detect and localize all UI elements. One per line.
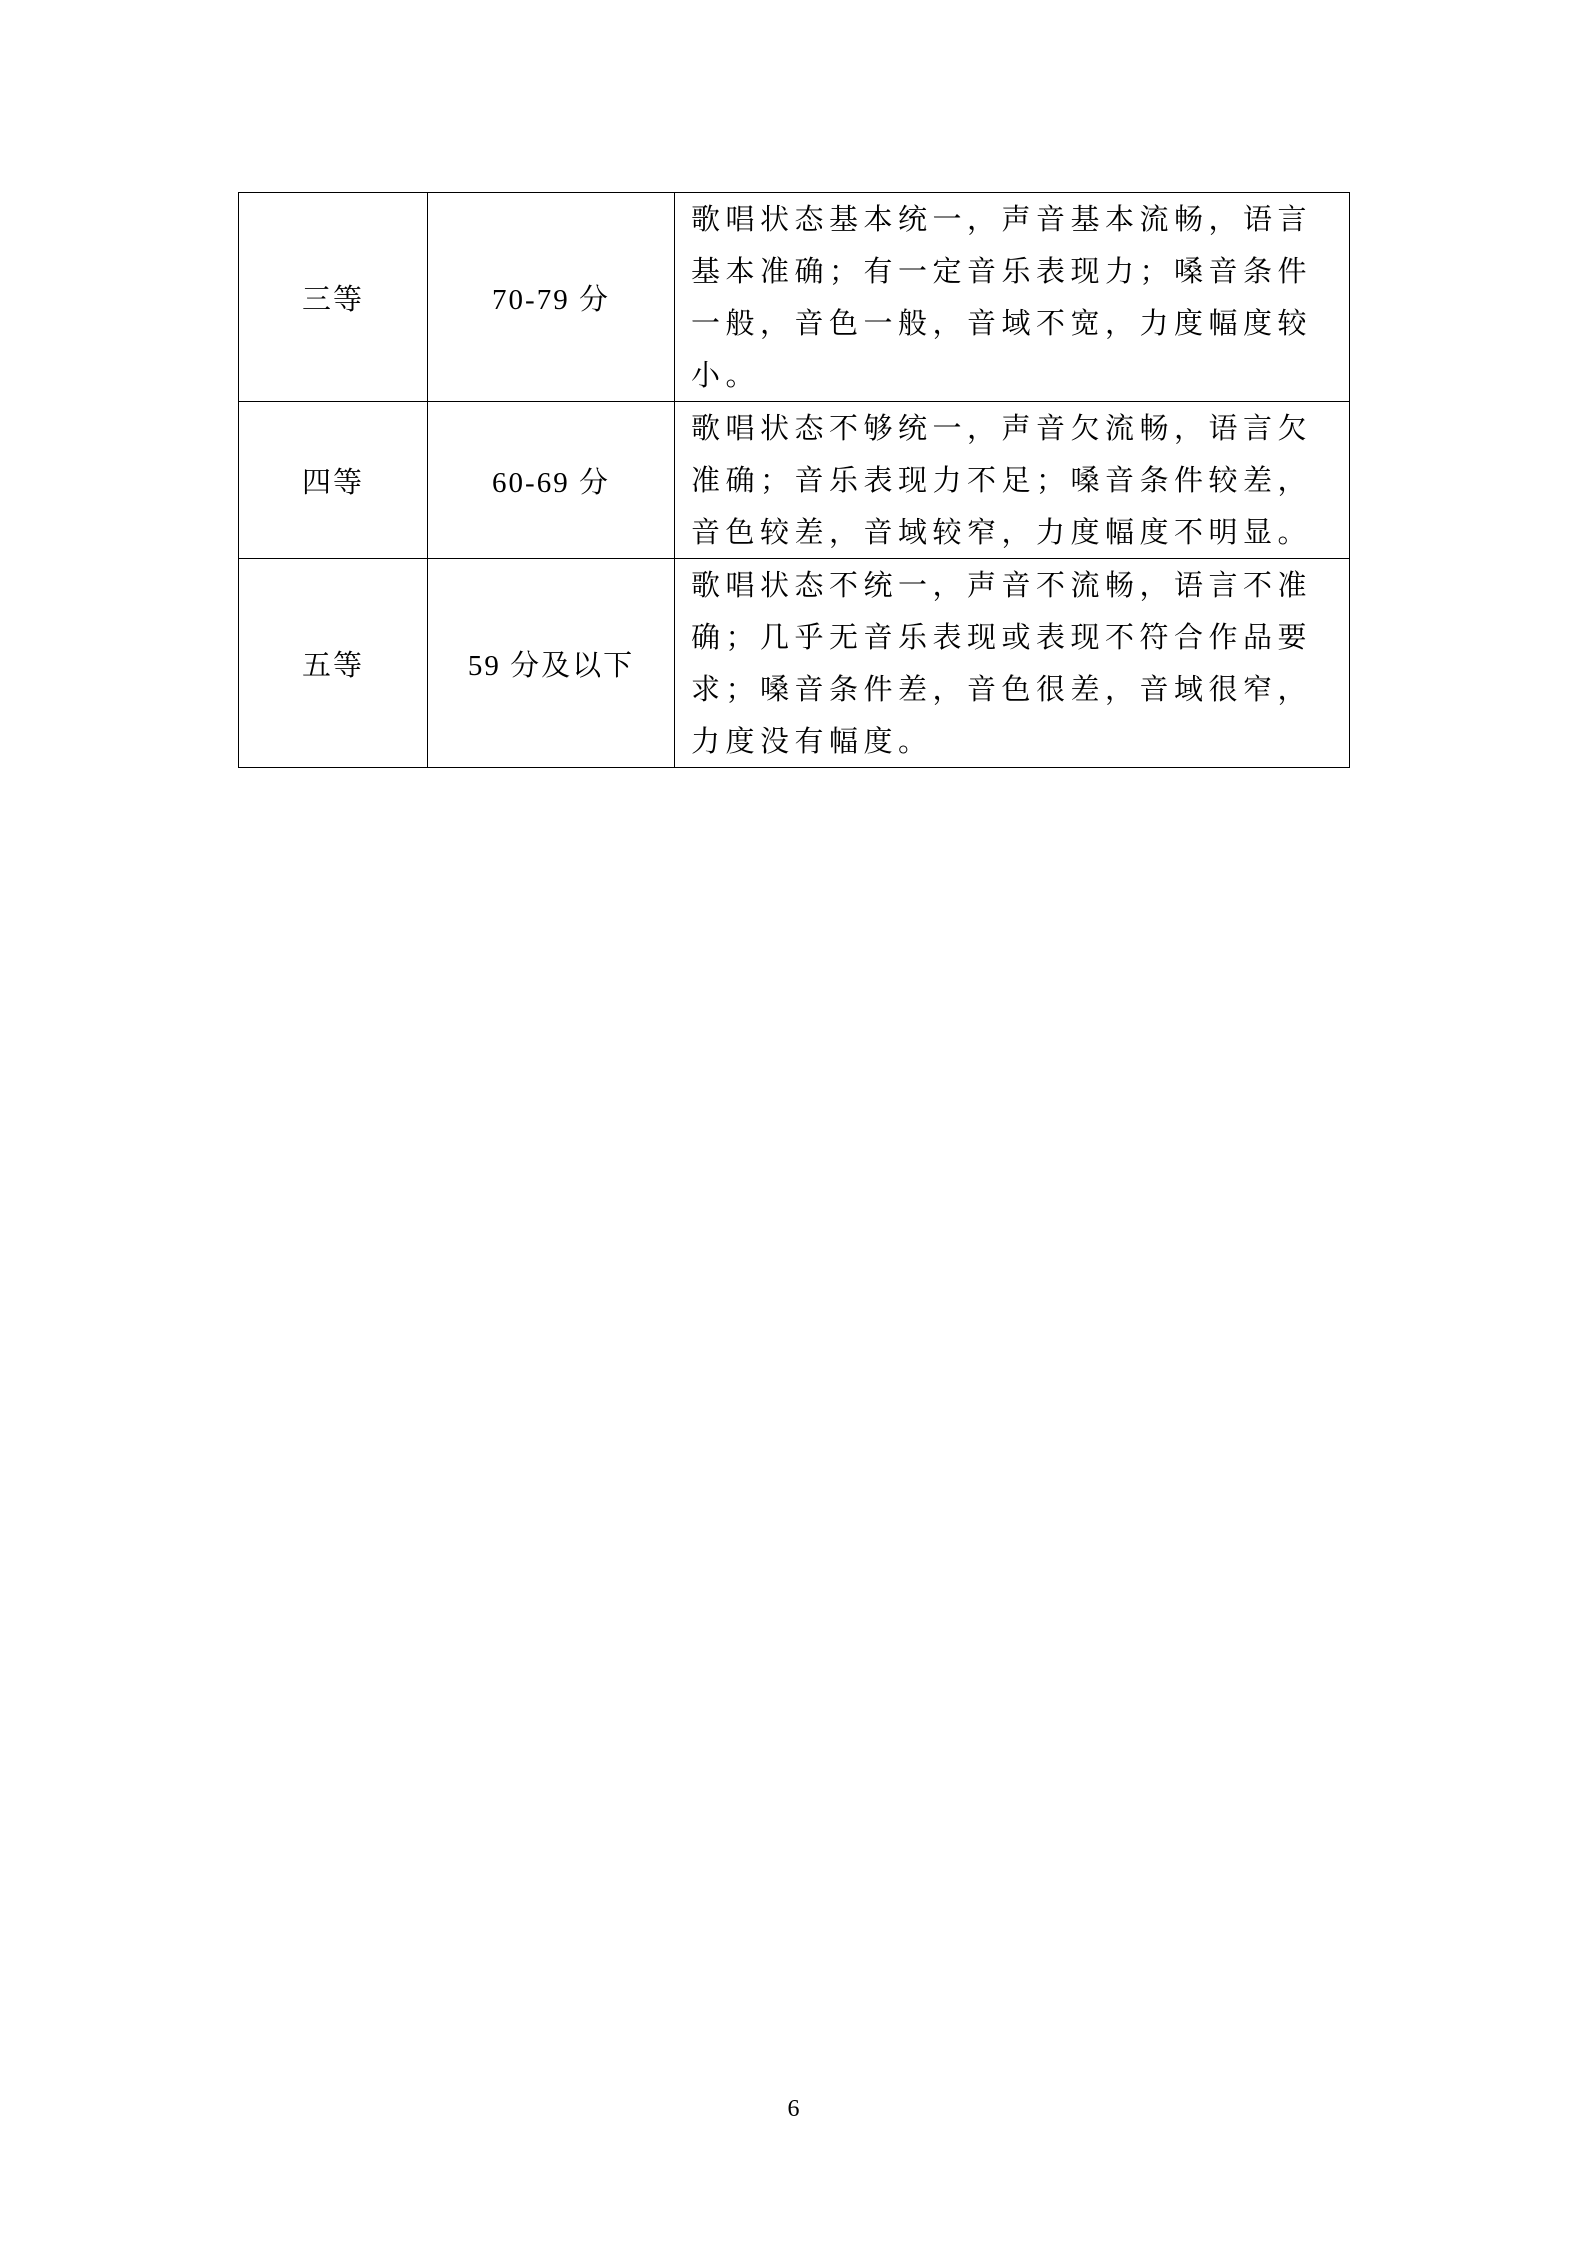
table-row [239,559,1350,768]
page-number: 6 [787,2096,800,2122]
description-cell: 歌唱状态不统一，声音不流畅，语言不准确；几乎无音乐表现或表现不符合作品要求；嗓音条件差，音色很差，音域很窄，力度没有幅度。 [675,559,1350,768]
table-row [239,402,1350,559]
grade-cell: 三等 [239,193,428,402]
grading-table [238,192,1350,768]
description-cell: 歌唱状态不够统一，声音欠流畅，语言欠准确；音乐表现力不足；嗓音条件较差，音色较差，音域较窄，力度幅度不明显。 [675,402,1350,559]
score-range-cell: 60-69 分 [428,402,675,559]
score-range-cell: 70-79 分 [428,193,675,402]
table-row [239,193,1350,402]
score-range-cell: 59 分及以下 [428,559,675,768]
description-cell: 歌唱状态基本统一，声音基本流畅，语言基本准确；有一定音乐表现力；嗓音条件一般，音色一般，音域不宽，力度幅度较小。 [675,193,1350,402]
grade-cell: 五等 [239,559,428,768]
grade-cell: 四等 [239,402,428,559]
